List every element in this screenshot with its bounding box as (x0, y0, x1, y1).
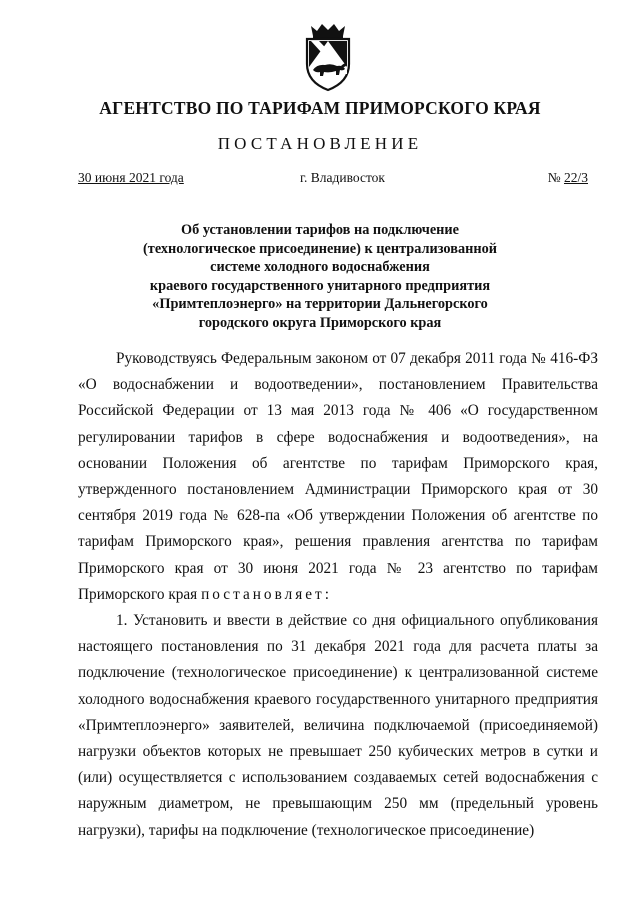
document-city: г. Владивосток (300, 170, 385, 185)
agency-title: АГЕНТСТВО ПО ТАРИФАМ ПРИМОРСКОГО КРАЯ (99, 98, 541, 118)
subject-line: системе холодного водоснабжения (210, 259, 430, 275)
number-sign: № (547, 170, 561, 185)
preamble-text: Руководствуясь Федеральным законом от 07 декабря 2011 года № 416-ФЗ «О водоснабжении и водоотведении», постановлением Правительства Российской Федерации от 13 мая 2013 года № 406 «О государственном регулировании тарифов в сфере водоснабжения и водоотведения», на основании Положения об агентстве по тарифам Приморского края, утвержденного постановлением Администрации Приморского края от 30 сентября 2019 года № 628-па «Об утверждении Положения об агентстве по тарифам Приморского края», решения правления агентства по тарифам Приморского края от 30 июня 2021 года № 23 агентство по тарифам Приморского края (78, 350, 598, 603)
document-date: 30 июня 2021 года (78, 170, 184, 185)
subject-line: краевого государственного унитарного предприятия (149, 277, 491, 294)
coat-of-arms-icon (297, 22, 359, 92)
number-value: 22/3 (563, 170, 588, 185)
document-type: ПОСТАНОВЛЕНИЕ (217, 134, 423, 153)
subject-line: (технологическое присоединение) к централизованной (143, 240, 497, 257)
subject-line: Об установлении тарифов на подключение (180, 222, 459, 238)
document-body (78, 346, 598, 844)
subject-line: городского округа Приморского края (198, 314, 442, 331)
subject-line: «Примтеплоэнерго» на территории Дальнегорского (152, 296, 488, 312)
document-number (548, 170, 588, 186)
preamble-paragraph (78, 346, 598, 608)
decree-word: постановляет: (201, 585, 332, 603)
item-1-paragraph: 1. Установить и ввести в действие со дня официального опубликования настоящего постановления по 31 декабря 2021 года для расчета платы за подключение (технологическое присоединение) к централизованной системе холодного водоснабжения краевого государственного унитарного предприятия «Примтеплоэнерго» заявителей, величина подключаемой (присоединяемой) нагрузки объектов которых не превышает 250 кубических метров в сутки и (или) осуществляется с использованием создаваемых сетей водоснабжения с наружным диаметром, не превышающим 250 мм (предельный уровень нагрузки), тарифы на подключение (технологическое присоединение) (78, 612, 598, 839)
document-subject (110, 221, 530, 332)
